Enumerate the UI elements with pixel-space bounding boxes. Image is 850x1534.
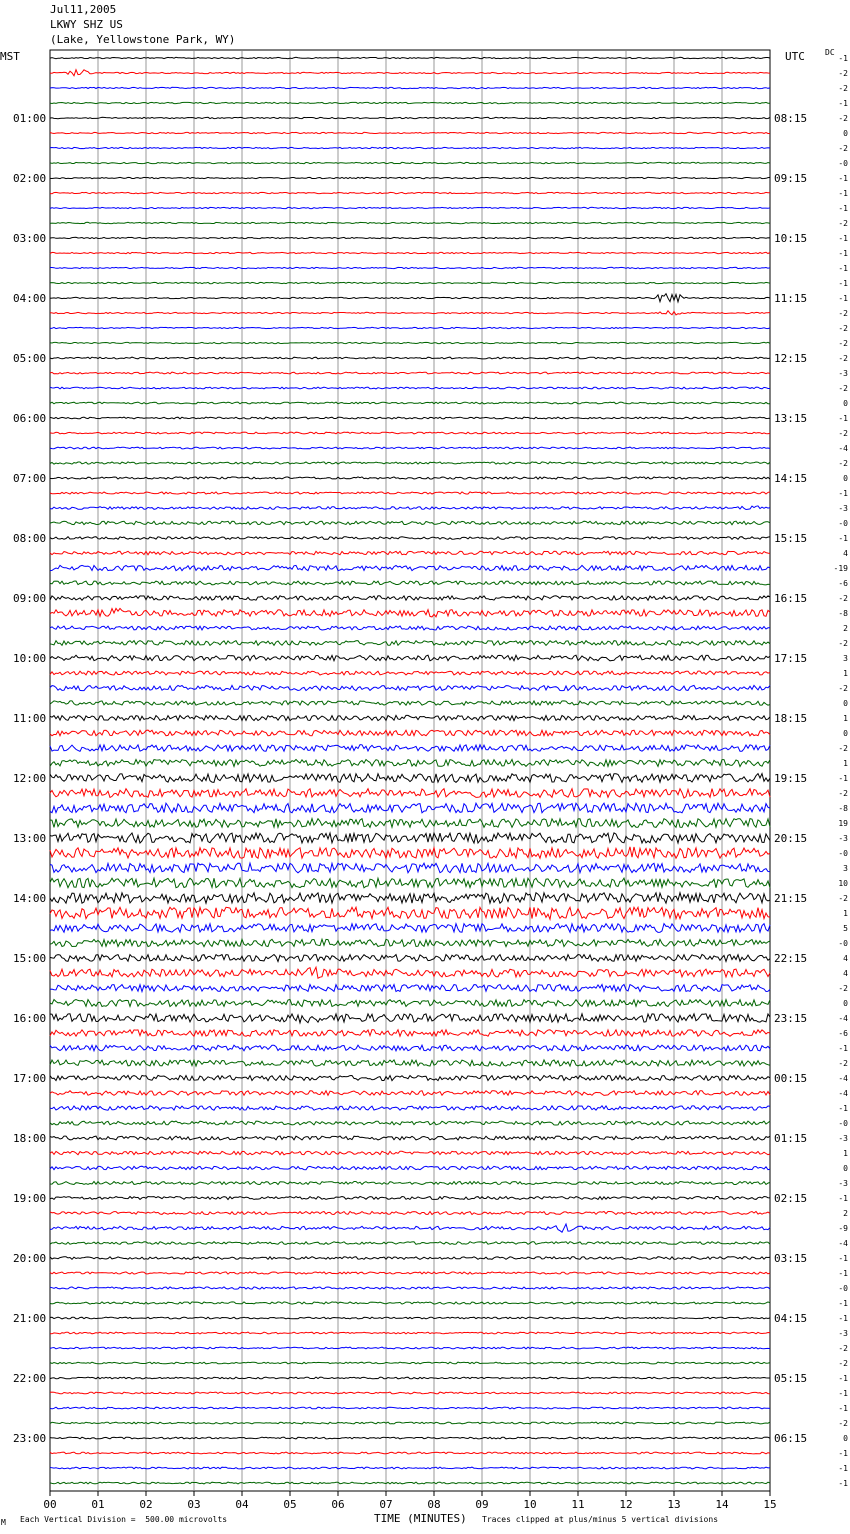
trace-line [50,1257,770,1260]
dc-offset-label: -2 [838,84,848,93]
chart-subtitle: (Lake, Yellowstone Park, WY) [50,33,236,46]
trace-group [50,57,770,1484]
left-hour-label: 15:00 [13,952,47,965]
dc-offset-label: -1 [838,1479,848,1488]
trace-line [50,372,770,374]
left-hour-label: 08:00 [13,532,47,545]
right-hour-label: 14:15 [774,472,808,485]
left-hour-label: 12:00 [13,772,47,785]
trace-line [50,847,770,859]
scale-note: Each Vertical Division = 500.00 microvolts [20,1515,228,1524]
trace-line [50,1212,770,1215]
dc-offset-label: 10 [838,879,848,888]
trace-line [50,1482,770,1484]
trace-line [50,551,770,555]
left-hour-label: 23:00 [13,1432,47,1445]
plot-frame [50,50,770,1491]
dc-offset-label: -2 [838,744,848,753]
trace-line [50,1272,770,1274]
trace-line [50,626,770,630]
right-hour-label: 08:15 [774,112,808,125]
trace-line [50,1242,770,1245]
dc-offset-label: -1 [838,1389,848,1398]
trace-line [50,1000,770,1007]
right-hour-label: 05:15 [774,1372,808,1385]
dc-offset-label: -2 [838,219,848,228]
dc-offset-label: -4 [838,444,848,453]
trace-line [50,1302,770,1304]
trace-line [50,924,770,933]
x-tick-label: 02 [139,1498,153,1511]
trace-line [50,492,770,494]
right-hour-label: 04:15 [774,1312,808,1325]
dc-offset-label: -1 [838,1464,848,1473]
clip-note: Traces clipped at plus/minus 5 vertical divisions [482,1515,719,1524]
right-hour-label: 00:15 [774,1072,808,1085]
trace-line [50,192,770,193]
trace-line [50,294,770,302]
dc-offset-label: 1 [843,909,848,918]
dc-offset-label: 1 [843,714,848,723]
dc-offset-label: 0 [843,1434,848,1443]
trace-line [50,207,770,208]
trace-line [50,967,770,978]
dc-offset-label: -2 [838,324,848,333]
right-hour-label: 19:15 [774,772,808,785]
right-hour-label: 10:15 [774,232,808,245]
dc-label: DC [825,48,835,57]
x-tick-label: 00 [43,1498,57,1511]
trace-line [50,252,770,253]
trace-line [50,685,770,690]
trace-line [50,1287,770,1289]
trace-line [50,596,770,600]
dc-offset-label: -2 [838,339,848,348]
x-tick-label: 12 [619,1498,633,1511]
trace-line [50,1347,770,1349]
trace-line [50,833,770,843]
dc-offset-label: -1 [838,1449,848,1458]
dc-offset-label: -3 [838,834,848,843]
trace-line [50,985,770,992]
trace-line [50,760,770,767]
dc-offset-label: -1 [838,534,848,543]
dc-offset-label: -2 [838,789,848,798]
x-tick-label: 01 [91,1498,105,1511]
trace-line [50,863,770,873]
left-timezone-label: MST [0,50,20,63]
trace-line [50,1121,770,1125]
left-hour-label: 05:00 [13,352,47,365]
dc-offset-label: 5 [843,924,848,933]
dc-offset-label: 0 [843,399,848,408]
dc-offset-label: -1 [838,174,848,183]
trace-line [50,177,770,178]
trace-line [50,730,770,736]
dc-offset-label: 0 [843,129,848,138]
dc-offset-label: -2 [838,144,848,153]
trace-line [50,1392,770,1394]
trace-line [50,402,770,404]
dc-offset-label: -1 [838,1374,848,1383]
left-hour-label: 16:00 [13,1012,47,1025]
dc-offset-label: 0 [843,474,848,483]
dc-offset-label: -3 [838,1134,848,1143]
dc-offset-label: -1 [838,249,848,258]
right-hour-label: 06:15 [774,1432,808,1445]
trace-line [50,477,770,479]
x-tick-label: 11 [571,1498,585,1511]
trace-line [50,162,770,163]
dc-offset-label: -1 [838,774,848,783]
dc-offset-label: -2 [838,1059,848,1068]
right-timezone-label: UTC [785,50,805,63]
dc-offset-label: -6 [838,1029,848,1038]
dc-offset-label: -2 [838,114,848,123]
trace-line [50,701,770,705]
dc-offset-label: -2 [838,459,848,468]
dc-offset-label: -2 [838,354,848,363]
right-hour-label: 22:15 [774,952,808,965]
trace-line [50,1106,770,1110]
dc-offset-label: -1 [838,189,848,198]
footer-mark: M [1,1518,6,1527]
dc-offset-label: -2 [838,1419,848,1428]
dc-offset-label: -1 [838,54,848,63]
dc-offset-label: 0 [843,999,848,1008]
dc-offset-label: -8 [838,609,848,618]
right-hour-label: 15:15 [774,532,808,545]
dc-offset-label: -4 [838,1074,848,1083]
dc-offset-label: -1 [838,294,848,303]
trace-line [50,774,770,783]
dc-offset-label: 4 [843,954,848,963]
trace-line [50,1151,770,1155]
right-hour-label: 16:15 [774,592,808,605]
trace-line [50,907,770,919]
dc-offset-label: -2 [838,684,848,693]
dc-offset-label: -4 [838,1239,848,1248]
dc-offset-label: 3 [843,654,848,663]
trace-line [50,237,770,238]
trace-line [50,57,770,58]
trace-line [50,506,770,510]
left-hour-label: 03:00 [13,232,47,245]
dc-offset-label: -3 [838,369,848,378]
dc-offset-label: -9 [838,1224,848,1233]
trace-line [50,417,770,419]
dc-offset-label: 0 [843,699,848,708]
left-hour-label: 09:00 [13,592,47,605]
dc-offset-label: -2 [838,984,848,993]
dc-offset-label: -19 [833,564,848,573]
trace-line [50,1197,770,1200]
trace-line [50,521,770,525]
right-hour-label: 21:15 [774,892,808,905]
dc-offset-label: -4 [838,1014,848,1023]
left-hour-label: 13:00 [13,832,47,845]
trace-line [50,537,770,540]
trace-line [50,1014,770,1023]
dc-offset-label: -1 [838,1194,848,1203]
dc-offset-label: -8 [838,804,848,813]
trace-line [50,387,770,389]
dc-offset-label: -2 [838,1359,848,1368]
trace-line [50,462,770,464]
trace-line [50,1166,770,1170]
trace-line [50,282,770,283]
trace-line [50,1332,770,1334]
dc-offset-label: -0 [838,1119,848,1128]
right-hour-label: 18:15 [774,712,808,725]
dc-offset-label: -1 [838,1314,848,1323]
dc-offset-label: 4 [843,549,848,558]
dc-offset-label: -1 [838,489,848,498]
trace-line [50,327,770,328]
trace-line [50,1060,770,1066]
right-hour-label: 23:15 [774,1012,808,1025]
trace-line [50,803,770,813]
trace-line [50,1045,770,1051]
trace-line [50,878,770,888]
trace-line [50,565,770,570]
left-hour-label: 14:00 [13,892,47,905]
right-hour-label: 02:15 [774,1192,808,1205]
grid [50,50,770,1496]
left-hour-label: 01:00 [13,112,47,125]
left-hour-label: 18:00 [13,1132,47,1145]
dc-offset-label: 19 [838,819,848,828]
x-tick-label: 13 [667,1498,681,1511]
trace-line [50,1182,770,1185]
dc-offset-label: -1 [838,1044,848,1053]
right-hour-label: 13:15 [774,412,808,425]
x-tick-label: 04 [235,1498,249,1511]
trace-line [50,311,770,315]
dc-offset-label: -2 [838,384,848,393]
trace-line [50,1422,770,1424]
dc-offset-label: -2 [838,894,848,903]
x-tick-label: 08 [427,1498,441,1511]
trace-line [50,819,770,828]
dc-offset-label: 1 [843,759,848,768]
dc-offset-label: -1 [838,1104,848,1113]
trace-line [50,357,770,359]
dc-offset-label: -1 [838,1299,848,1308]
trace-line [50,1362,770,1364]
trace-line [50,447,770,449]
x-tick-label: 15 [763,1498,777,1511]
chart-date: Jul11,2005 [50,3,117,16]
dc-offset-label: -0 [838,159,848,168]
trace-line [50,1452,770,1454]
left-hour-label: 21:00 [13,1312,47,1325]
x-tick-label: 14 [715,1498,729,1511]
trace-line [50,1377,770,1379]
trace-line [50,1224,770,1232]
dc-offset-label: -1 [838,279,848,288]
dc-offset-label: -3 [838,1329,848,1338]
right-hour-label: 03:15 [774,1252,808,1265]
trace-line [50,1030,770,1037]
dc-offset-label: -1 [838,264,848,273]
x-tick-label: 09 [475,1498,489,1511]
trace-line [50,715,770,720]
dc-offset-label: 0 [843,729,848,738]
trace-line [50,789,770,799]
trace-line [50,432,770,434]
trace-line [50,1407,770,1409]
right-hour-label: 09:15 [774,172,808,185]
dc-offset-label: -3 [838,504,848,513]
dc-offset-label: -2 [838,1344,848,1353]
dc-offset-label: -1 [838,234,848,243]
x-axis-label: TIME (MINUTES) [374,1512,467,1525]
trace-line [50,955,770,962]
trace-line [50,1091,770,1096]
left-hour-label: 19:00 [13,1192,47,1205]
dc-offset-label: 4 [843,969,848,978]
x-tick-label: 05 [283,1498,297,1511]
left-hour-label: 22:00 [13,1372,47,1385]
x-tick-label: 03 [187,1498,201,1511]
dc-offset-label: 2 [843,1209,848,1218]
dc-offset-label: -1 [838,414,848,423]
right-hour-label: 01:15 [774,1132,808,1145]
left-hour-label: 10:00 [13,652,47,665]
trace-line [50,267,770,268]
dc-offset-label: -0 [838,1284,848,1293]
trace-line [50,70,770,76]
right-hour-label: 20:15 [774,832,808,845]
left-hour-label: 04:00 [13,292,47,305]
trace-line [50,1136,770,1140]
dc-offset-label: -0 [838,939,848,948]
trace-line [50,939,770,946]
trace-line [50,1467,770,1469]
trace-line [50,117,770,118]
trace-line [50,102,770,103]
dc-offset-label: -2 [838,639,848,648]
trace-line [50,671,770,675]
dc-offset-label: 3 [843,864,848,873]
dc-offset-label: 1 [843,669,848,678]
trace-line [50,132,770,133]
dc-offset-label: -2 [838,594,848,603]
trace-line [50,1317,770,1319]
dc-offset-label: -0 [838,849,848,858]
dc-offset-label: 2 [843,624,848,633]
dc-offset-label: 1 [843,1149,848,1158]
trace-line [50,1075,770,1080]
dc-offset-label: -4 [838,1089,848,1098]
trace-line [50,641,770,646]
trace-line [50,342,770,343]
left-hour-label: 07:00 [13,472,47,485]
trace-line [50,87,770,88]
x-tick-label: 06 [331,1498,345,1511]
left-hour-label: 11:00 [13,712,47,725]
dc-offset-label: -2 [838,309,848,318]
trace-line [50,222,770,223]
trace-line [50,608,770,617]
chart-title: LKWY SHZ US [50,18,123,31]
dc-offset-label: -1 [838,1404,848,1413]
dc-offset-label: -6 [838,579,848,588]
dc-offset-label: -3 [838,1179,848,1188]
dc-offset-label: -1 [838,204,848,213]
x-tick-label: 10 [523,1498,537,1511]
dc-offset-label: -1 [838,1254,848,1263]
left-hour-label: 06:00 [13,412,47,425]
trace-line [50,581,770,585]
label-group [13,54,848,1511]
dc-offset-label: -0 [838,519,848,528]
trace-line [50,1437,770,1439]
dc-offset-label: -1 [838,99,848,108]
trace-line [50,893,770,904]
right-hour-label: 17:15 [774,652,808,665]
dc-offset-label: -1 [838,1269,848,1278]
dc-offset-label: -2 [838,69,848,78]
right-hour-label: 11:15 [774,292,808,305]
trace-line [50,147,770,148]
dc-offset-label: 0 [843,1164,848,1173]
right-hour-label: 12:15 [774,352,808,365]
dc-offset-label: -2 [838,429,848,438]
left-hour-label: 02:00 [13,172,47,185]
x-tick-label: 07 [379,1498,393,1511]
left-hour-label: 20:00 [13,1252,47,1265]
trace-line [50,655,770,661]
left-hour-label: 17:00 [13,1072,47,1085]
trace-line [50,745,770,752]
